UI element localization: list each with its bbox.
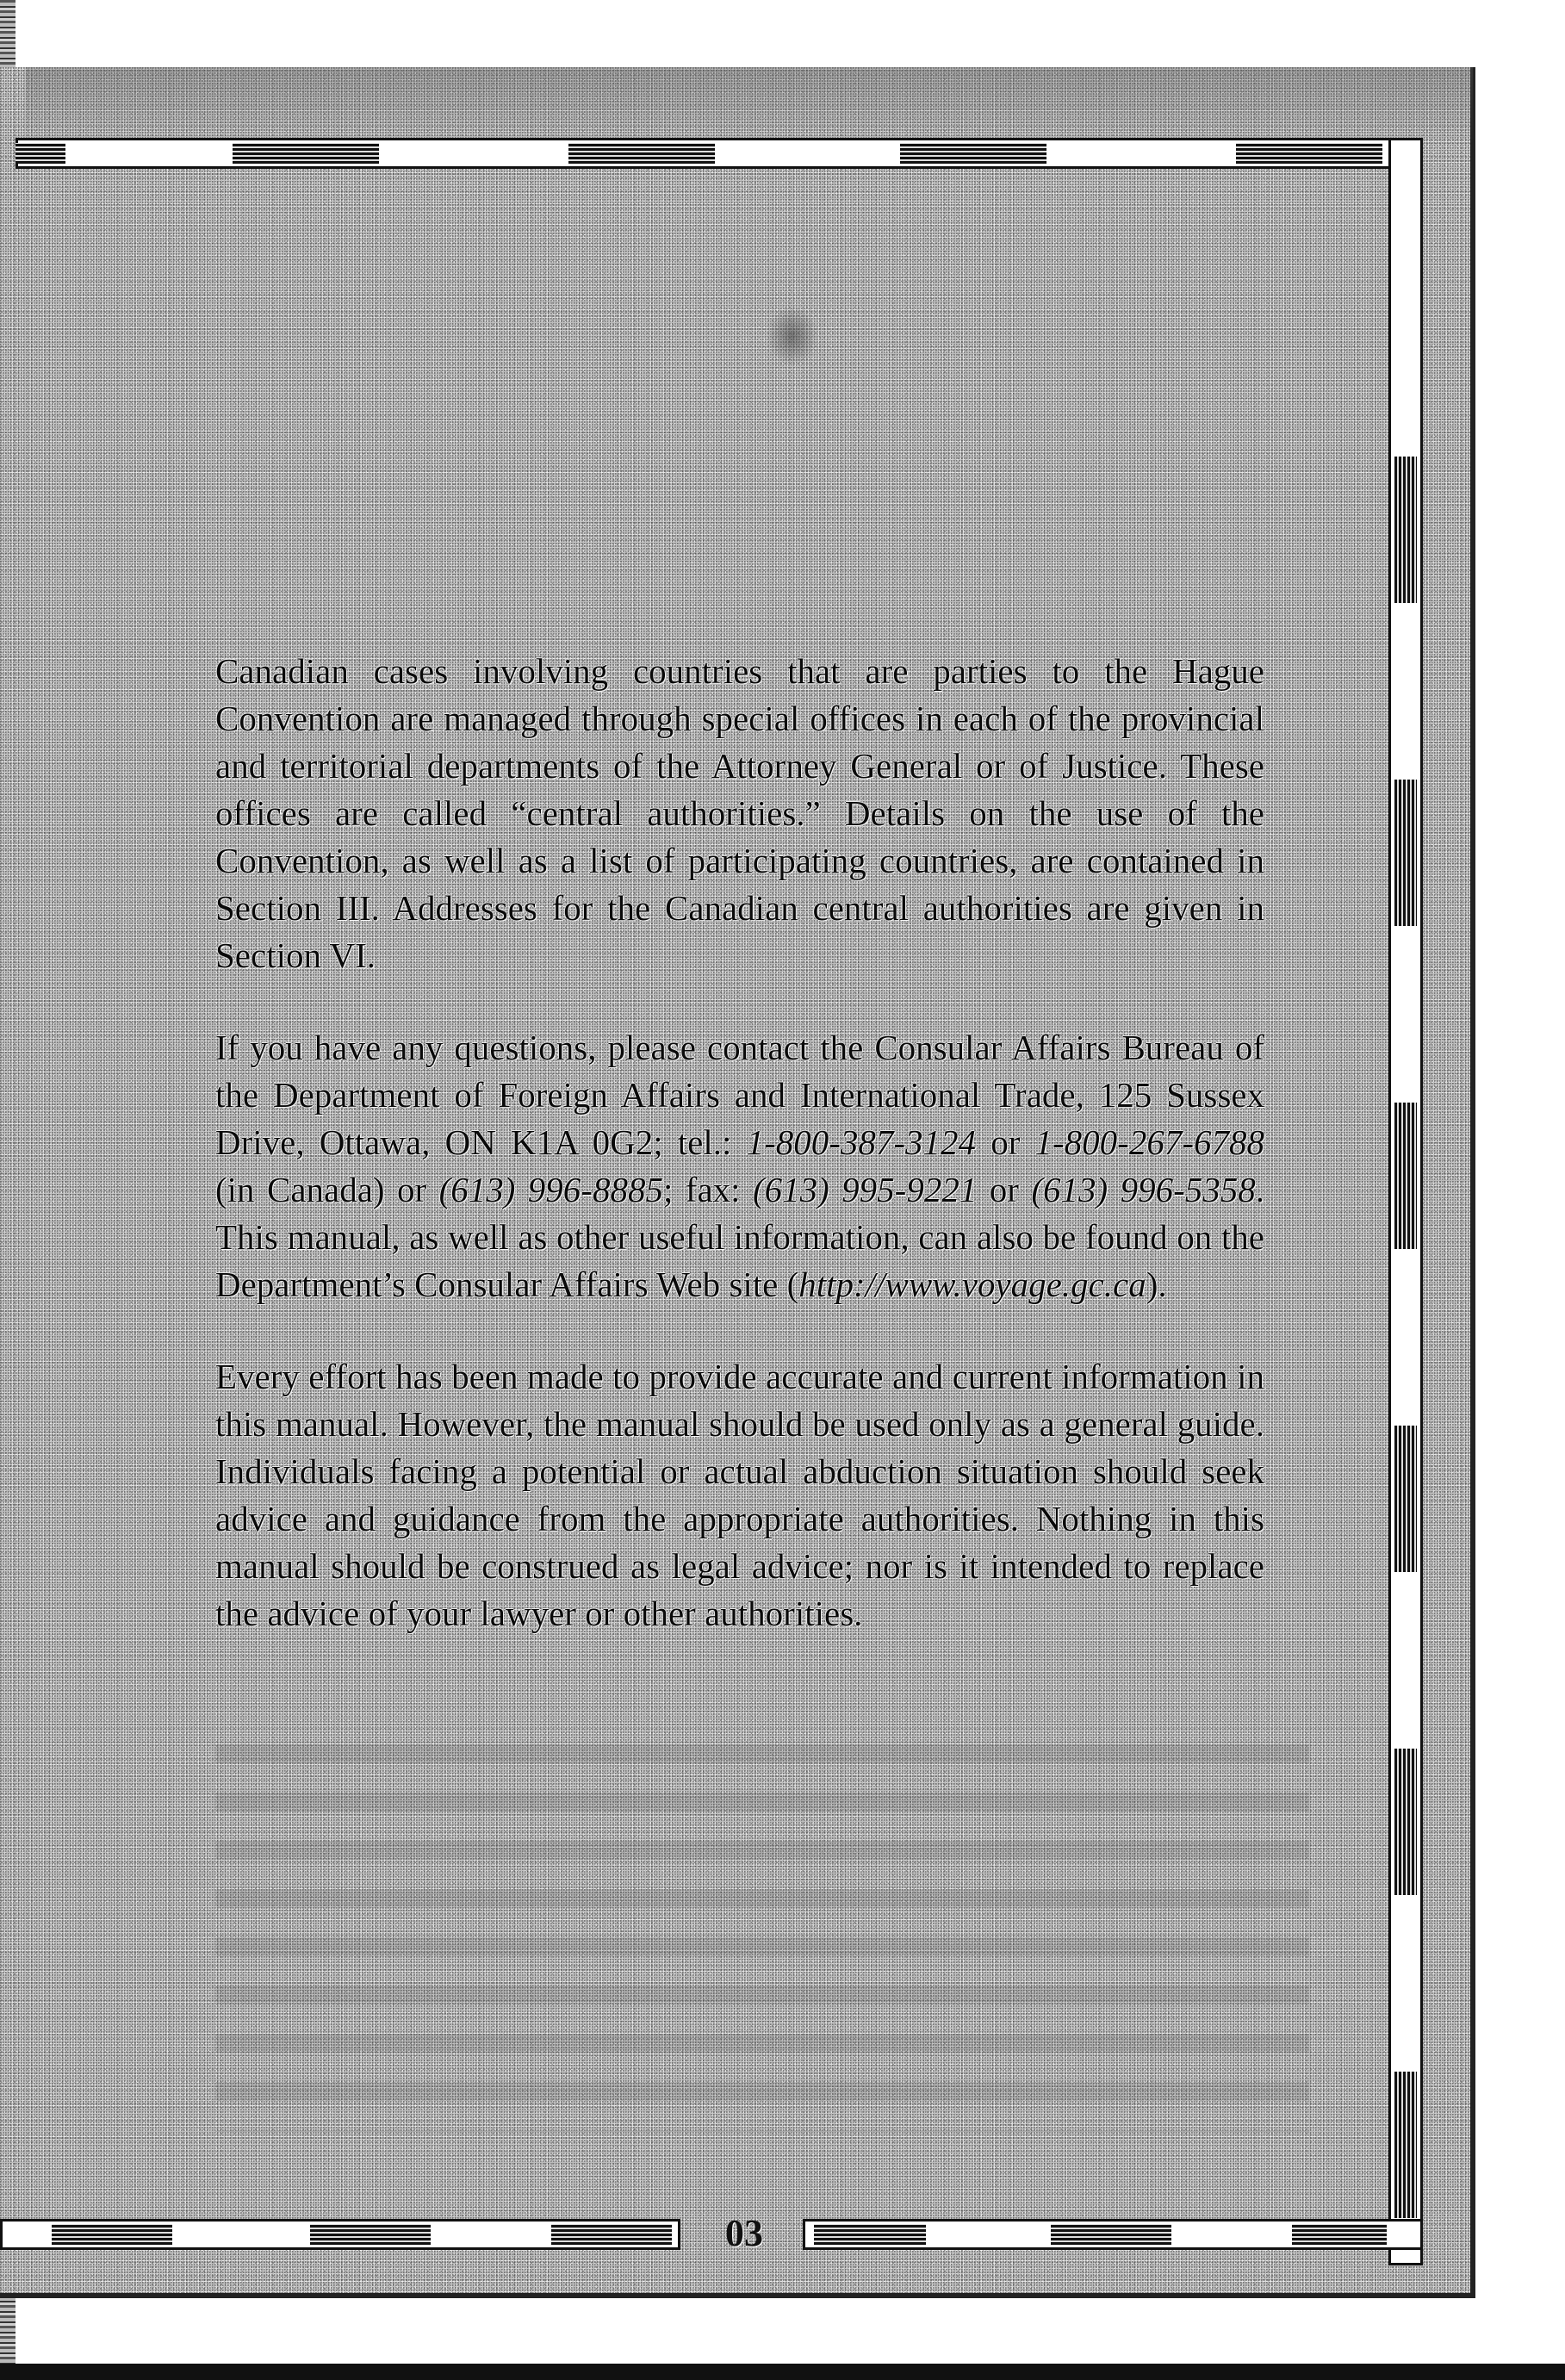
faint-bleedthrough-text <box>215 1727 1309 2132</box>
italic-text-run: (613) 996-5358 <box>1031 1170 1256 1209</box>
body-text <box>215 648 1264 1682</box>
paragraph-contact-information <box>215 1024 1264 1308</box>
text-run: or <box>977 1170 1032 1209</box>
italic-text-run: (613) 995-9221 <box>752 1170 978 1209</box>
page-number: 03 <box>725 2212 763 2254</box>
text-run: Canadian cases involving countries that are parties to the Hague Convention are managed through special offices in each of the provincial and territorial departments of the Attorney General or of Justice. These offices are called “central authorities.” Details on the use of the Convention, as well as a list of participating countries, are contained in Section III. Addresses for the Canadian central authorities are given in Section VI. <box>215 651 1264 975</box>
frame-bottom-dash <box>310 2224 431 2245</box>
faint-emblem <box>767 306 818 366</box>
italic-text-run: 1-800-387-3124 <box>746 1122 977 1162</box>
frame-right-dash <box>1394 1749 1417 1895</box>
frame-bottom-dash <box>1292 2224 1387 2245</box>
scan-shading <box>26 67 1473 145</box>
text-run: ). <box>1146 1265 1167 1304</box>
paragraph-disclaimer <box>215 1353 1264 1637</box>
italic-text-run: (613) 996-8885 <box>438 1170 663 1209</box>
text-run: (in Canada) or <box>215 1170 439 1209</box>
frame-bottom-dash <box>52 2224 172 2245</box>
text-run: ; fax: <box>662 1170 753 1209</box>
frame-top-dash <box>1236 143 1382 164</box>
frame-bottom-dash <box>551 2224 672 2245</box>
frame-top-dash <box>568 143 715 164</box>
frame-bottom-dash <box>1051 2224 1171 2245</box>
frame-right-dash <box>1394 1426 1417 1572</box>
italic-text-run: 1-800-267-6788 <box>1034 1122 1264 1162</box>
text-run: . This manual, as well as other useful information, can also be found on the Department’s Consular Affairs Web site ( <box>215 1170 1264 1304</box>
frame-top-dash <box>16 143 65 164</box>
frame-right-dash <box>1394 1103 1417 1249</box>
frame-right-dash <box>1394 780 1417 926</box>
text-run: If you have any questions, please contact the Consular Affairs Bureau of the Department of Foreign Affairs and International Trade, 125 Sussex Drive, Ottawa, ON K1A 0G2; tel.: <box>215 1028 1264 1162</box>
text-run: or <box>976 1122 1035 1162</box>
frame-right-dash <box>1394 457 1417 603</box>
frame-right-dash <box>1394 2072 1417 2218</box>
paragraph-central-authorities <box>215 648 1264 979</box>
frame-top-bar <box>16 138 1419 169</box>
frame-top-dash <box>900 143 1046 164</box>
frame-bottom-dash <box>814 2224 926 2245</box>
frame-top-dash <box>233 143 379 164</box>
scan-bottom-edge <box>0 2364 1565 2380</box>
text-run: Every effort has been made to provide accurate and current information in this manual. However, the manual should be used only as a general guide. Individuals facing a potential or actual abduction situation should seek advice and guidance from the appropriate authorities. Nothing in this manual should be construed as legal advice; nor is it intended to replace the advice of your lawyer or other authorities. <box>215 1357 1264 1633</box>
italic-text-run: http://www.voyage.gc.ca <box>798 1265 1146 1304</box>
